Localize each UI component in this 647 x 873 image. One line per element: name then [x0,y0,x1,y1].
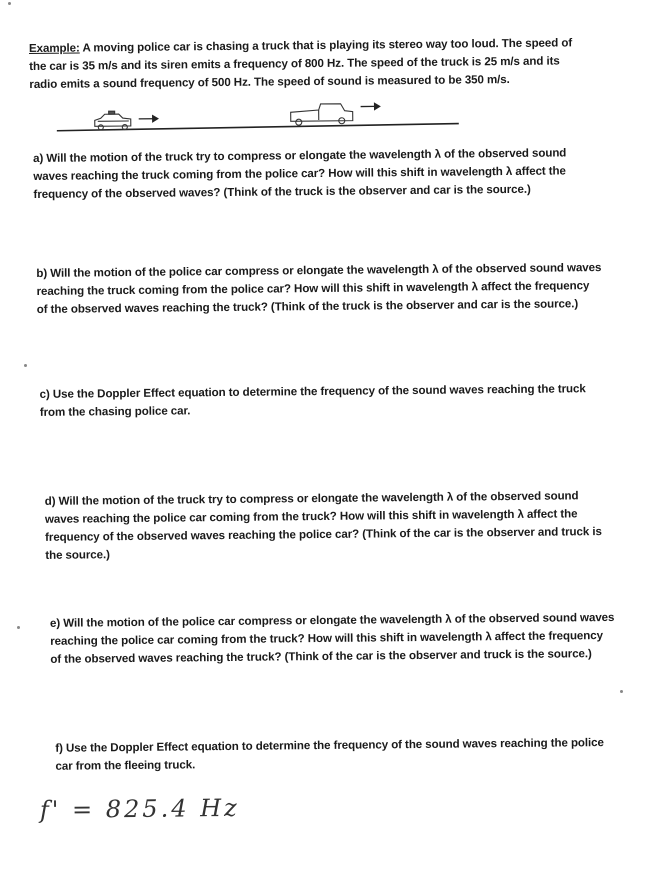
scan-speck [8,2,11,5]
truck-icon [291,104,353,126]
arrow-right-icon [139,116,158,122]
handwritten-answer: f' = 825.4 Hz [40,794,240,824]
police-car-icon [95,111,131,130]
question-e: e) Will the motion of the police car compress or elongate the wavelength λ of the observed sound waves reaching the police car coming from the truck? How will this shift in wavelength λ affect the frequency of the observed waves reaching the truck? (Think of the car is the observer and truck is the source.) [50,609,616,669]
question-d: d) Will the motion of the truck try to compress or elongate the wavelength λ of the observed sound waves reaching the police car coming from the truck? How will this shift in wavelength λ affect the frequency of the observed waves reaching the police car? (Think of the car is the observer and truck is the source.) [45,487,611,565]
scan-speck [24,364,27,367]
road-line [57,124,459,131]
example-text: A moving police car is chasing a truck that is playing its stereo way too loud. The speed of the car is 35 m/s and its siren emits a frequency of 800 Hz. The speed of the truck is 25 m/s and its radio emits a sound frequency of 500 Hz. The speed of sound is measured to be 350 m/s. [29,36,572,91]
question-c: c) Use the Doppler Effect equation to determine the frequency of the sound waves reaching the truck from the chasing police car. [40,380,605,422]
example-label: Example: [29,41,80,55]
question-b: b) Will the motion of the police car compress or elongate the wavelength λ of the observed sound waves reaching the truck coming from the police car? How will this shift in wavelength λ affect the frequency of the observed waves reaching the truck? (Think of the truck is the observer and car is the source.) [36,259,602,319]
scan-speck [17,626,20,629]
question-f: f) Use the Doppler Effect equation to determine the frequency of the sound waves reaching the police car from the fleeing truck. [55,734,615,776]
question-a: a) Will the motion of the truck try to compress or elongate the wavelength λ of the observed sound waves reaching the truck coming from the police car? How will this shift in wavelength λ affect the frequency of the observed waves? (Think of the truck is the observer and car is the source.) [33,144,599,204]
arrow-right-icon [361,103,380,109]
scan-speck [620,690,623,693]
